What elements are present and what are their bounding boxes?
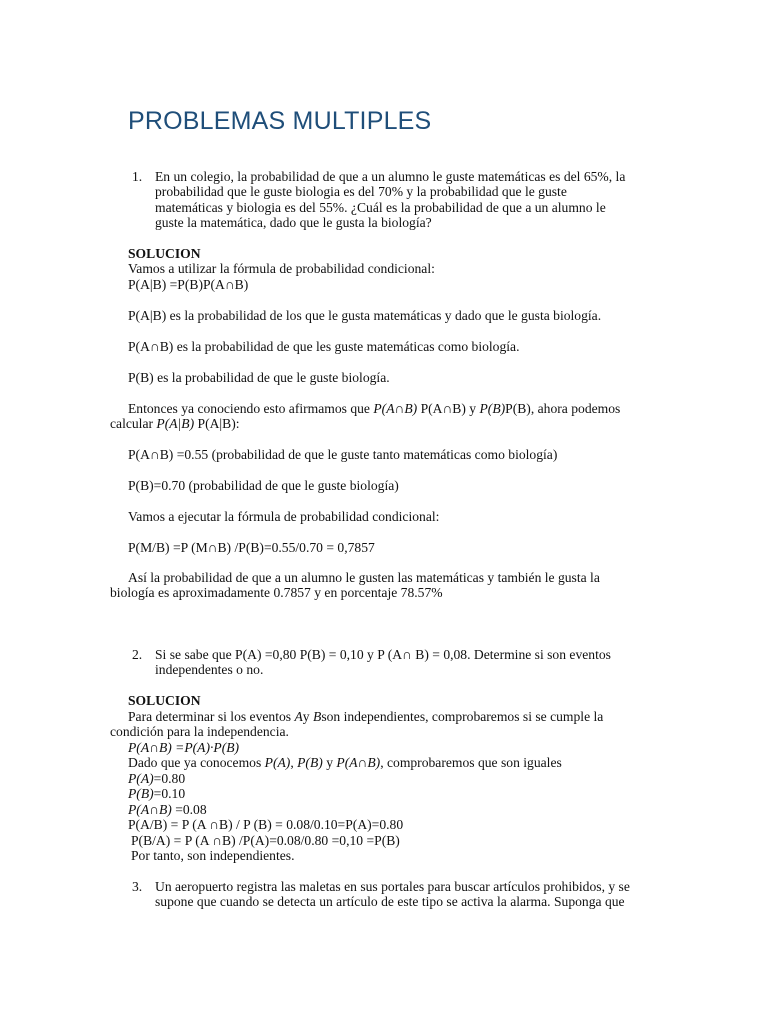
solution-2-formula: P(A/B) = P (A ∩B) / P (B) = 0.08/0.10=P(A)=0.80 [128,817,404,832]
problem-2-line-2: independentes o no. [155,662,264,677]
solution-2-value: P(A)=0.80 [128,771,186,786]
problem-2-line-1: Si se sabe que P(A) =0,80 P(B) = 0,10 y P (A∩ B) = 0,08. Determine si son eventos [155,647,611,662]
solution-1-text: Entonces ya conociendo esto afirmamos que P(A∩B) P(A∩B) y P(B)P(B), ahora podemos [128,401,621,416]
solution-1-text: Vamos a ejecutar la fórmula de probabilidad condicional: [128,509,440,524]
problem-1-number: 1. [132,169,143,184]
problem-1-line-4: guste la matemática, dado que le gusta la biología? [155,215,432,230]
problem-3-number: 3. [132,879,143,894]
solution-1-text: P(A∩B) =0.55 (probabilidad de que le guste tanto matemáticas como biología) [128,447,558,462]
solution-2-value: P(A∩B) =0.08 [128,802,207,817]
page-title: PROBLEMAS MULTIPLES [128,107,432,135]
solution-2-value: P(B)=0.10 [128,786,186,801]
solution-2-text: Para determinar si los eventos Ay Bson independientes, comprobaremos si se cumple la [128,709,604,724]
solution-1-heading: SOLUCION [128,246,201,261]
solution-1-text: calcular P(A|B) P(A|B): [110,416,240,431]
problem-2-number: 2. [132,647,143,662]
solution-1-text: Así la probabilidad de que a un alumno le gusten las matemáticas y también le gusta la [128,570,600,585]
solution-1-formula: P(A|B) =P(B)P(A∩B) [128,277,249,292]
problem-1-line-3: matemáticas y biologia es del 55%. ¿Cuál es la probabilidad de que a un alumno le [155,200,606,215]
solution-1-text: P(B)=0.70 (probabilidad de que le guste biología) [128,478,399,493]
solution-1-text: P(A|B) es la probabilidad de los que le gusta matemáticas y dado que le gusta biología. [128,308,602,323]
solution-1-text: P(B) es la probabilidad de que le guste biología. [128,370,390,385]
solution-2-text: condición para la independencia. [110,724,289,739]
problem-1-line-1: En un colegio, la probabilidad de que a un alumno le guste matemáticas es del 65%, la [155,169,626,184]
solution-1-text: P(A∩B) es la probabilidad de que les guste matemáticas como biología. [128,339,520,354]
problem-1-line-2: probabilidad que le guste biologia es del 70% y la probabilidad que le guste [155,184,567,199]
solution-2-conclusion: Por tanto, son independientes. [131,848,295,863]
solution-2-formula: P(A∩B) =P(A)·P(B) [128,740,240,755]
solution-2-text: Dado que ya conocemos P(A), P(B) y P(A∩B), comprobaremos que son iguales [128,755,562,770]
solution-2-formula: P(B/A) = P (A ∩B) /P(A)=0.08/0.80 =0,10 =P(B) [131,833,400,848]
solution-1-formula: P(M/B) =P (M∩B) /P(B)=0.55/0.70 = 0,7857 [128,540,375,555]
problem-3-line-2: supone que cuando se detecta un artículo de este tipo se activa la alarma. Suponga que [155,894,625,909]
solution-1-text: Vamos a utilizar la fórmula de probabilidad condicional: [128,261,435,276]
solution-1-text: biología es aproximadamente 0.7857 y en porcentaje 78.57% [110,585,443,600]
solution-2-heading: SOLUCION [128,693,201,708]
problem-3-line-1: Un aeropuerto registra las maletas en sus portales para buscar artículos prohibidos, y se [155,879,630,894]
